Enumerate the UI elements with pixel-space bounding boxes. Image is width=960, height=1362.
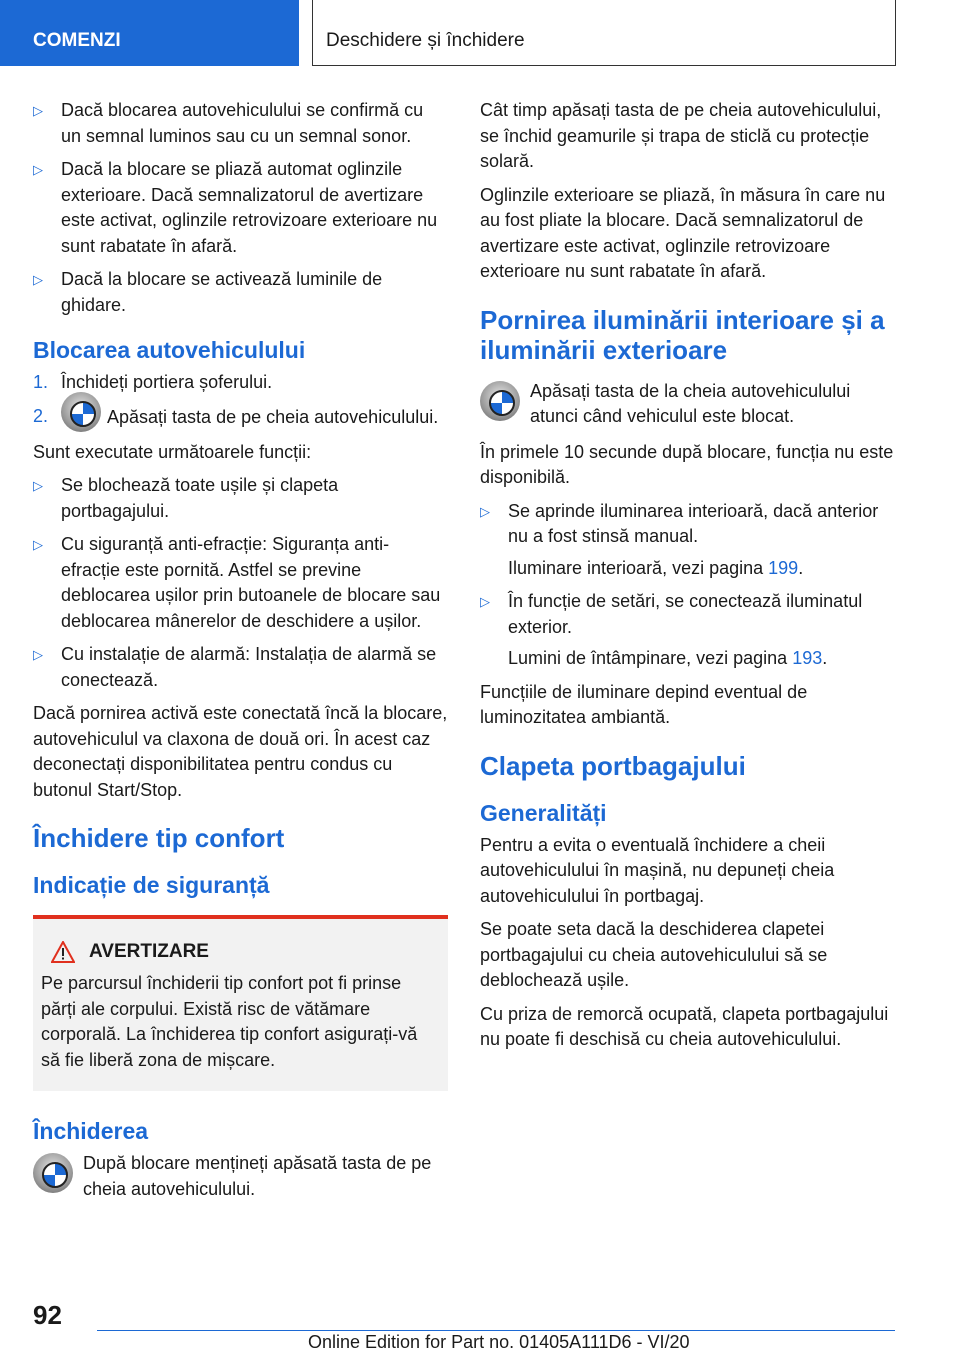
warning-title-row	[51, 941, 440, 963]
warning-triangle-icon	[51, 941, 75, 963]
step-number: 1.	[33, 372, 49, 392]
heading-trunk-lid: Clapeta portbagajului	[480, 750, 746, 781]
bullet-triangle-icon: ▷	[33, 647, 43, 662]
warning-title: AVERTIZARE	[89, 941, 209, 962]
chapter-title: Deschidere și închidere	[326, 30, 525, 51]
footer-edition: Online Edition for Part no. 01405A111D6 - VI/20	[308, 1332, 690, 1352]
right-column	[480, 98, 900, 1061]
lighting-key-row: Apăsați tasta de la cheia autovehiculului atunci când vehiculul este blocat.	[480, 379, 900, 430]
page-link-193[interactable]: 193	[792, 648, 823, 668]
list-item: ▷ Dacă blocarea autovehiculului se confirmă cu un semnal luminos sau cu un semnal sonor.	[33, 100, 424, 146]
bullet-triangle-icon: ▷	[480, 594, 490, 609]
page-number: 92	[33, 1300, 62, 1330]
bullet-triangle-icon: ▷	[33, 537, 43, 552]
bullet-list-lighting	[480, 499, 900, 672]
page-link-199[interactable]: 199	[768, 557, 799, 578]
heading-lock-vehicle: Blocarea autovehiculului	[33, 337, 306, 363]
bullet-triangle-icon: ▷	[33, 103, 43, 118]
paragraph-mirrors: Oglinzile exterioare se pliază, în măsura în care nu au fost pliate la blocare. Dacă semnalizatorul de avertizare este activat, oglinzile retrovizoare exterioare nu sunt rabatate în afară.	[480, 184, 886, 281]
section-title: COMENZI	[33, 30, 121, 51]
list-item: ▷ Dacă la blocare se pliază automat oglinzile exterioare. Dacă semnalizatorul de avertizare este activat, oglinzile retrovizoare exterioare nu sunt rabatate în afară.	[33, 159, 438, 256]
list-item: ▷ Cu siguranță anti-efracție: Siguranța anti-efracție este pornită. Astfel se previne deblocarea ușilor prin butoanele de blocare sau deblocarea mânerelor de deschidere a ușilor.	[33, 534, 441, 631]
paragraph-horn: Dacă pornirea activă este conectată încă la blocare, autovehiculul va claxona de două ori. În acest caz deconectați disponibilitatea pentru condus cu butonul Start/Stop.	[33, 703, 448, 800]
steps-list	[33, 370, 448, 432]
paragraph-trunk-3: Cu priza de remorcă ocupată, clapeta portbagajului nu poate fi deschisă cu cheia autovehiculului.	[480, 1003, 889, 1049]
key-lock-button-icon	[33, 1153, 73, 1193]
bullet-list-functions	[33, 473, 448, 693]
step-item: 1. Închideți portiera șoferului.	[33, 370, 448, 396]
heading-closing: Închiderea	[33, 1118, 149, 1144]
warning-box	[33, 915, 448, 1091]
paragraph-trunk-2: Se poate seta dacă la deschiderea clapetei portbagajului cu cheia autovehiculului să se deblochează ușile.	[480, 919, 828, 990]
chapter-tab	[312, 0, 896, 66]
paragraph-10-seconds: În primele 10 secunde după blocare, funcția nu este disponibilă.	[480, 441, 894, 487]
bullet-list-lock-confirm	[33, 98, 448, 318]
page-reference: Iluminare interioară, vezi pagina 199.	[508, 557, 804, 578]
page-reference: Lumini de întâmpinare, vezi pagina 193.	[508, 648, 828, 668]
functions-intro: Sunt executate următoarele funcții:	[33, 441, 312, 462]
heading-safety-note: Indicație de siguranță	[33, 872, 270, 898]
paragraph-windows: Cât timp apăsați tasta de pe cheia autovehiculului, se închid geamurile și trapa de sticlă cu protecție solară.	[480, 100, 882, 171]
bullet-triangle-icon: ▷	[33, 478, 43, 493]
bullet-triangle-icon: ▷	[33, 162, 43, 177]
bullet-triangle-icon: ▷	[33, 272, 43, 287]
heading-lighting: Pornirea iluminării interioare și a iluminării exterioare	[480, 304, 885, 365]
footer-divider	[97, 1330, 895, 1331]
paragraph-trunk-1: Pentru a evita o eventuală închidere a cheii autovehiculului în mașină, nu depuneți cheia autovehiculului în portbagaj.	[480, 834, 835, 906]
list-item: ▷ Cu instalație de alarmă: Instalația de alarmă se conectează.	[33, 644, 437, 690]
paragraph-light-dependency: Funcțiile de iluminare depind eventual de luminozitatea ambiantă.	[480, 681, 808, 727]
key-lock-button-icon	[480, 381, 520, 421]
list-item: ▷ Se blochează toate ușile și clapeta portbagajului.	[33, 475, 339, 521]
left-column	[33, 98, 448, 1212]
step-number: 2.	[33, 405, 49, 426]
section-tab	[0, 0, 299, 66]
warning-text: Pe parcursul închiderii tip confort pot fi prinse părți ale corpului. Există risc de vătămare corporală. La închiderea tip confort asigurați-vă să fie liberă zona de mișcare.	[41, 973, 418, 1070]
step-item: 2. Apăsați tasta de pe cheia autovehiculului.	[33, 404, 448, 432]
heading-comfort-closing: Închidere tip confort	[33, 823, 285, 853]
list-item: ▷ Dacă la blocare se activează luminile de ghidare.	[33, 269, 383, 315]
closing-key-row: După blocare mențineți apăsată tasta de pe cheia autovehiculului.	[33, 1151, 448, 1202]
list-item: ▷ În funcție de setări, se conectează iluminatul exterior. Lumini de întâmpinare, vezi pagina 193.	[480, 589, 900, 672]
key-lock-button-icon	[61, 392, 101, 432]
bullet-triangle-icon: ▷	[480, 503, 490, 519]
list-item: ▷ Se aprinde iluminarea interioară, dacă anterior nu a fost stinsă manual. Iluminare interioară, vezi pagina 199.	[480, 499, 900, 582]
heading-general: Generalități	[480, 799, 607, 826]
